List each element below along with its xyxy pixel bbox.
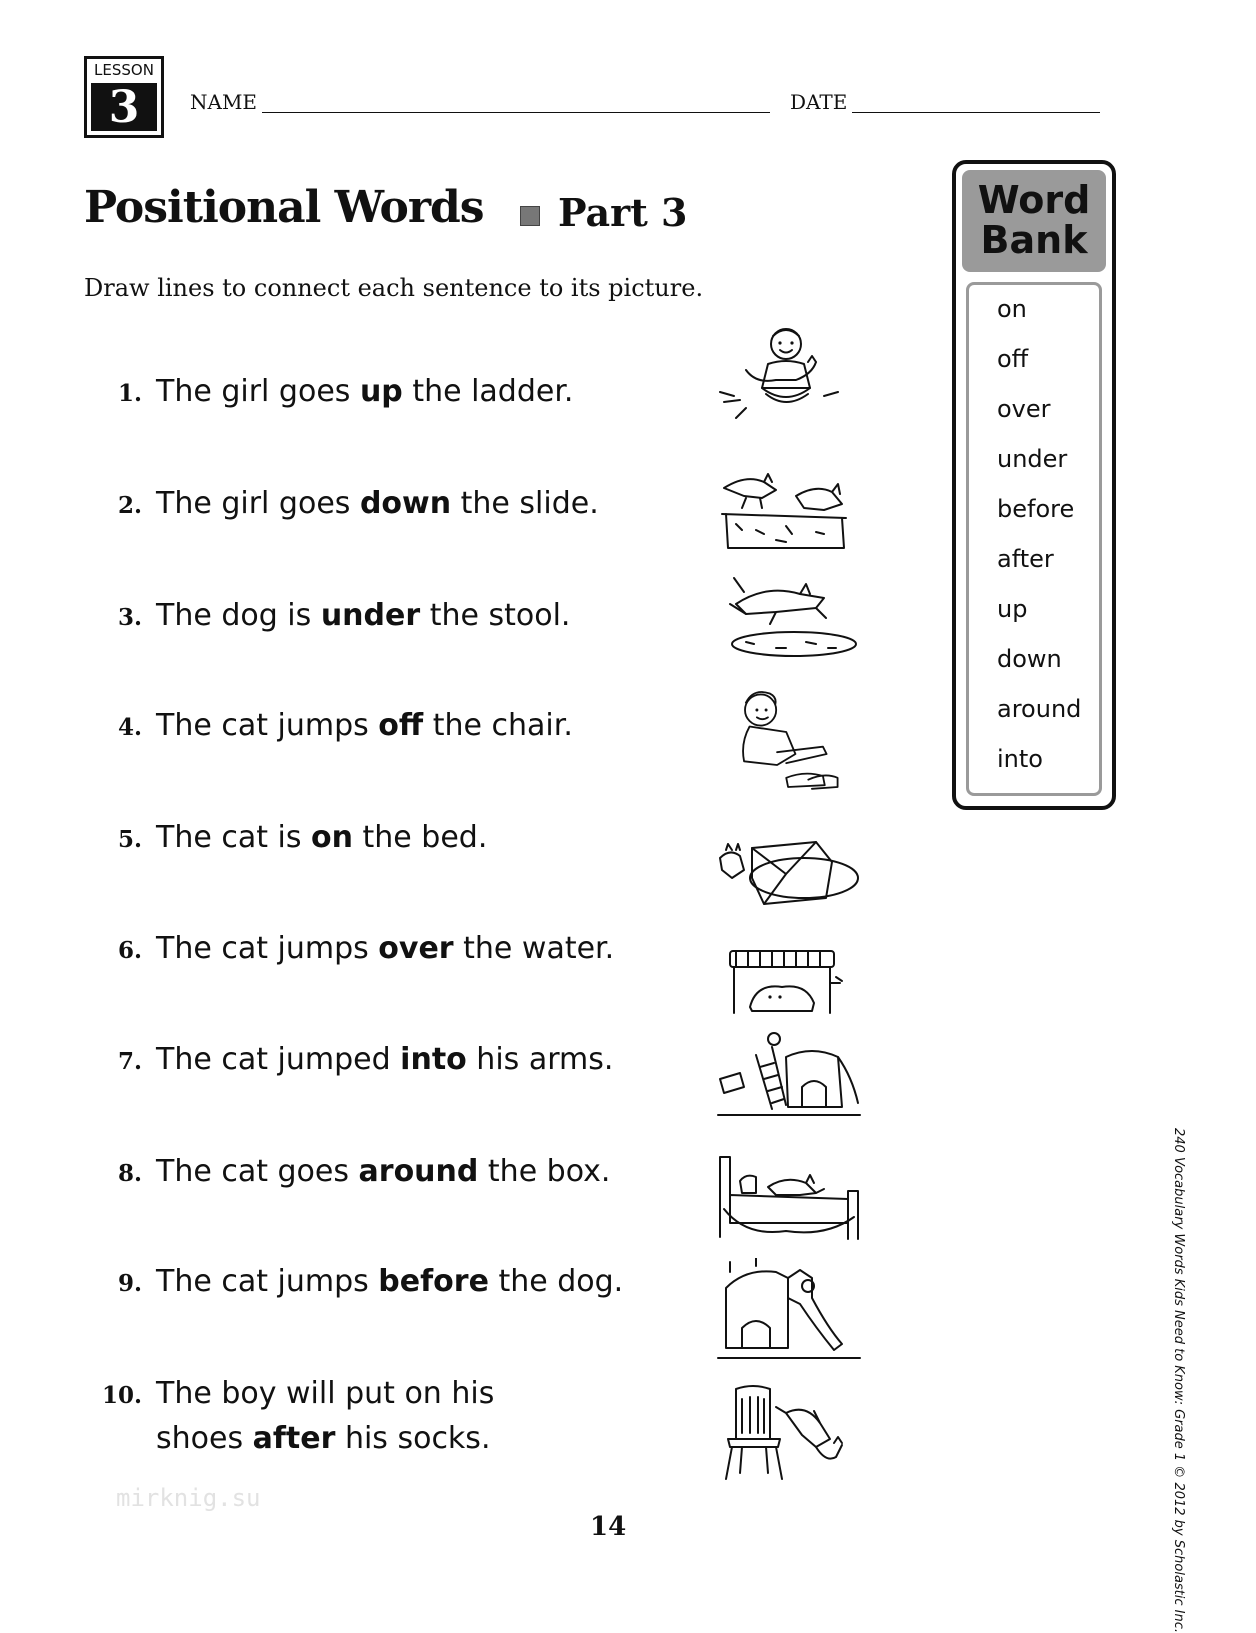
positional-word: before	[378, 1264, 489, 1299]
sentence-text: the dog.	[488, 1264, 624, 1299]
positional-word: down	[359, 486, 452, 521]
sentence-4[interactable]	[100, 708, 573, 743]
boy-putting-on-shoes-icon[interactable]	[716, 688, 862, 798]
sentence-text: The cat jumps	[156, 931, 379, 966]
sentence-number: 10.	[101, 1382, 142, 1409]
sentence-text: The girl goes	[156, 374, 360, 409]
sentence-text: the ladder.	[402, 374, 574, 409]
watermark: mirknig.su	[116, 1484, 261, 1512]
boy-catching-cat-icon[interactable]	[716, 322, 862, 432]
sentence-number: 5.	[117, 826, 142, 853]
date-label: DATE	[790, 90, 848, 114]
sentence-number: 7.	[117, 1048, 142, 1075]
word-bank-word: up	[997, 595, 1028, 623]
sentence-text: the box.	[478, 1154, 611, 1189]
cat-before-dog-icon[interactable]	[716, 448, 862, 558]
girl-up-ladder-icon[interactable]	[716, 1020, 862, 1130]
page-number: 14	[590, 1512, 627, 1542]
sentence-text: The boy will put on his	[156, 1376, 495, 1411]
word-bank-word: on	[997, 295, 1027, 323]
sentence-text: The cat goes	[156, 1154, 359, 1189]
sentence-text: The cat jumps	[156, 708, 379, 743]
sentence-text: the slide.	[451, 486, 599, 521]
sentence-9[interactable]	[100, 1264, 623, 1299]
sentence-6[interactable]	[100, 931, 614, 966]
copyright-notice: 240 Vocabulary Words Kids Need to Know: Grade 1 © 2012 by Scholastic Inc.	[1171, 1128, 1186, 1633]
word-bank-word: down	[997, 645, 1062, 673]
cat-on-bed-icon[interactable]	[716, 1142, 862, 1252]
date-field-line[interactable]	[852, 112, 1100, 113]
positional-word: after	[252, 1421, 336, 1456]
word-bank-word: before	[997, 495, 1075, 523]
word-bank-title	[962, 170, 1106, 272]
positional-word: on	[311, 820, 353, 855]
sentence-10[interactable]	[100, 1376, 494, 1456]
sentence-text: his socks.	[335, 1421, 491, 1456]
word-bank	[952, 160, 1116, 810]
word-bank-list	[966, 282, 1102, 796]
positional-word: off	[378, 708, 424, 743]
sentence-number: 4.	[117, 714, 142, 741]
positional-word: up	[359, 374, 403, 409]
sentence-number: 8.	[117, 1160, 142, 1187]
word-bank-word: off	[997, 345, 1029, 373]
word-bank-word: under	[997, 445, 1068, 473]
instructions: Draw lines to connect each sentence to its picture.	[84, 274, 704, 302]
cat-off-chair-icon[interactable]	[716, 1378, 862, 1488]
sentence-number: 6.	[117, 937, 142, 964]
sentence-text: the chair.	[423, 708, 573, 743]
sentence-text: the bed.	[352, 820, 488, 855]
sentence-text: the stool.	[420, 598, 571, 633]
word-bank-word: after	[997, 545, 1054, 573]
lesson-badge	[84, 56, 164, 138]
page-title: Positional Words	[84, 182, 484, 233]
lesson-number: 3	[91, 83, 157, 131]
sentence-text: The dog is	[156, 598, 321, 633]
sentence-3[interactable]	[100, 598, 570, 633]
sentence-7[interactable]	[100, 1042, 613, 1077]
sentence-text: The cat jumped	[156, 1042, 401, 1077]
girl-down-slide-icon[interactable]	[716, 1258, 862, 1368]
cat-over-water-icon[interactable]	[716, 564, 862, 674]
word-bank-title-line: Bank	[980, 218, 1088, 262]
word-bank-title-line: Word	[977, 178, 1091, 222]
name-label: NAME	[190, 90, 258, 114]
sentence-number: 3.	[117, 604, 142, 631]
positional-word: around	[358, 1154, 479, 1189]
sentence-text: his arms.	[466, 1042, 614, 1077]
cat-around-box-icon[interactable]	[716, 818, 862, 928]
sentence-2[interactable]	[100, 486, 599, 521]
positional-word: under	[320, 598, 421, 633]
positional-word: into	[400, 1042, 467, 1077]
word-bank-word: into	[997, 745, 1043, 773]
sentence-text: The girl goes	[156, 486, 360, 521]
word-bank-word: over	[997, 395, 1051, 423]
title-separator-icon	[520, 206, 540, 226]
sentence-number: 1.	[117, 380, 142, 407]
sentence-text: The cat is	[156, 820, 312, 855]
sentence-text: The cat jumps	[156, 1264, 379, 1299]
name-field-line[interactable]	[262, 112, 770, 113]
page-subtitle: Part 3	[558, 190, 688, 235]
sentence-number: 9.	[117, 1270, 142, 1297]
sentence-text: shoes	[156, 1421, 253, 1456]
sentence-number: 2.	[117, 492, 142, 519]
sentence-1[interactable]	[100, 374, 573, 409]
positional-word: over	[378, 931, 454, 966]
sentence-text: the water.	[453, 931, 615, 966]
word-bank-word: around	[997, 695, 1082, 723]
sentence-8[interactable]	[100, 1154, 610, 1189]
lesson-label: LESSON	[94, 61, 154, 79]
sentence-5[interactable]	[100, 820, 487, 855]
